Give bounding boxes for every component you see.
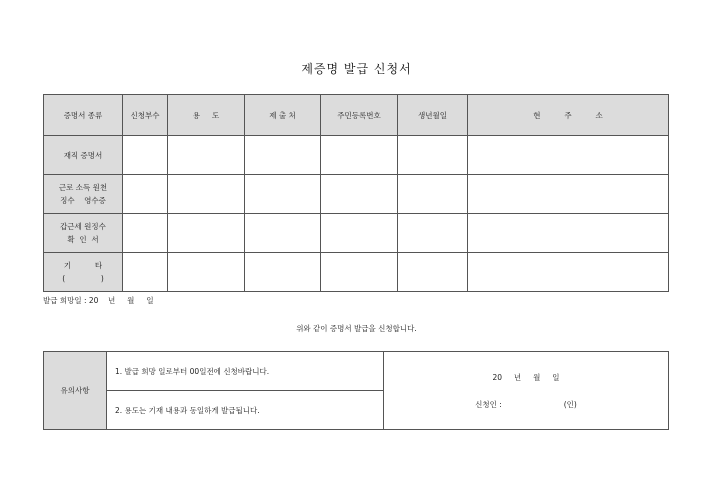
notes-item: 1. 발급 희망 일로부터 00일전에 신청바랍니다.: [107, 352, 384, 391]
address-cell[interactable]: [468, 214, 669, 253]
purpose-cell[interactable]: [168, 175, 245, 214]
address-cell[interactable]: [468, 175, 669, 214]
address-cell[interactable]: [468, 253, 669, 292]
copies-cell[interactable]: [123, 214, 168, 253]
form-title: 제증명 발급 신청서: [301, 62, 412, 76]
submit-to-cell[interactable]: [245, 253, 321, 292]
copies-cell[interactable]: [123, 136, 168, 175]
applicant-line: 신청인 : (인): [475, 399, 577, 409]
copies-cell[interactable]: [123, 175, 168, 214]
table-row: [44, 214, 669, 253]
address-cell[interactable]: [468, 136, 669, 175]
application-table: [43, 94, 669, 292]
purpose-cell[interactable]: [168, 253, 245, 292]
row-label-line2: 확 인 서: [67, 235, 99, 244]
hope-date: 발급 희망일 : 20 년 월 일: [43, 296, 154, 305]
resident-number-cell[interactable]: [321, 136, 398, 175]
row-label: [44, 214, 123, 253]
purpose-cell[interactable]: [168, 136, 245, 175]
header-purpose: 용 도: [168, 95, 245, 136]
resident-number-cell[interactable]: [321, 214, 398, 253]
birthdate-cell[interactable]: [398, 136, 468, 175]
row-label: [44, 175, 123, 214]
birthdate-cell[interactable]: [398, 253, 468, 292]
notes-table: [43, 351, 669, 430]
submit-to-cell[interactable]: [245, 214, 321, 253]
table-row: [44, 253, 669, 292]
row-label-line1: 재직 증명서: [63, 150, 103, 160]
row-label: [44, 253, 123, 292]
header-cert-type: 증명서 종류: [44, 95, 123, 136]
resident-number-cell[interactable]: [321, 175, 398, 214]
header-resident-number: 주민등록번호: [321, 95, 398, 136]
table-row: [44, 175, 669, 214]
purpose-cell[interactable]: [168, 214, 245, 253]
row-label: [44, 136, 123, 175]
signature-area: [384, 352, 669, 430]
submit-to-cell[interactable]: [245, 175, 321, 214]
row-label-line1: 갑근세 원징수: [60, 222, 106, 231]
resident-number-cell[interactable]: [321, 253, 398, 292]
notes-item: 2. 용도는 기재 내용과 동일하게 발급됩니다.: [107, 391, 384, 430]
table-header-row: [44, 95, 669, 136]
row-label-line1: 기 타: [63, 261, 103, 270]
header-birthdate: 생년월일: [398, 95, 468, 136]
table-row: [44, 136, 669, 175]
submit-to-cell[interactable]: [245, 136, 321, 175]
header-copies: 신청부수: [123, 95, 168, 136]
copies-cell[interactable]: [123, 253, 168, 292]
declaration-text: 위와 같이 증명서 발급을 신청합니다.: [296, 324, 417, 333]
sign-date: 20 년 월 일: [492, 372, 560, 382]
header-submit-to: 제 출 처: [245, 95, 321, 136]
birthdate-cell[interactable]: [398, 175, 468, 214]
row-label-line2: 징수 영수증: [60, 196, 106, 205]
header-address: 현 주 소: [468, 95, 669, 136]
row-label-line1: 근로 소득 원천: [58, 183, 108, 192]
notes-label: 유의사항: [44, 352, 107, 430]
row-label-line2: ( ): [62, 274, 104, 283]
birthdate-cell[interactable]: [398, 214, 468, 253]
